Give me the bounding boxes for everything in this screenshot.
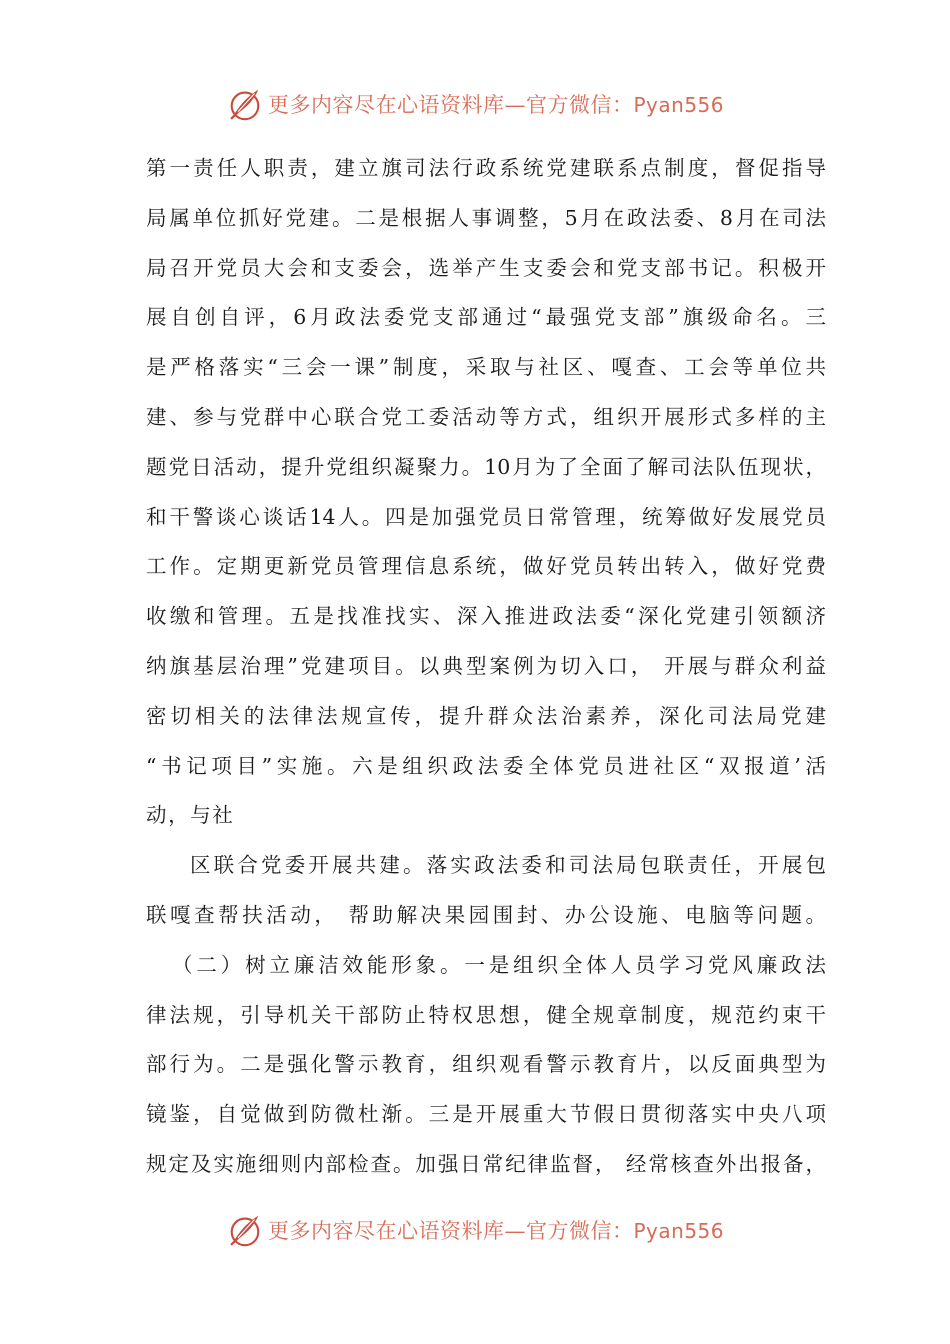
text-line: 第一责任人职责，建立旗司法行政系统党建联系点制度，督促指导 <box>146 156 826 180</box>
text-line: 密切相关的法律法规宣传，提升群众法治素养，深化司法局党建 <box>146 703 826 728</box>
text-line: 工作。定期更新党员管理信息系统，做好党员转出转入，做好党费 <box>146 554 826 579</box>
text-line: 镜鉴，自觉做到防微杜渐。三是开展重大节假日贯彻落实中央八项 <box>146 1102 826 1127</box>
quill-pen-circle-icon <box>226 1211 264 1249</box>
text-line: 联嘎查帮扶活动， 帮助解决果园围封、办公设施、电脑等问题。 <box>146 902 826 927</box>
text-line: “书记项目”实施。六是组织政法委全体党员进社区“双报道’活 <box>146 753 826 778</box>
banner-text <box>268 1215 724 1245</box>
header-banner <box>0 82 950 126</box>
quill-pen-circle-icon <box>226 85 264 123</box>
text-line: 是严格落实“三会一课”制度，采取与社区、嘎查、工会等单位共 <box>146 355 826 380</box>
section-heading-line: （二）树立廉洁效能形象。一是组织全体人员学习党风廉政法 <box>172 952 826 977</box>
text-line: 和干警谈心谈话14人。四是加强党员日常管理，统筹做好发展党员 <box>146 504 826 529</box>
text-line: 局召开党员大会和支委会，选举产生支委会和党支部书记。积极开 <box>146 255 826 280</box>
text-line: 纳旗基层治理”党建项目。以典型案例为切入口， 开展与群众利益 <box>146 653 826 678</box>
banner-label: 更多内容尽在心语资料库—官方微信： <box>267 1219 634 1243</box>
text-line: 收缴和管理。五是找准找实、深入推进政法委“深化党建引领额济 <box>146 604 826 629</box>
text-line: 展自创自评，6月政法委党支部通过“最强党支部”旗级命名。三 <box>146 305 826 330</box>
text-line: 律法规，引导机关干部防止特权思想，健全规章制度，规范约束干 <box>146 1002 826 1027</box>
banner-text <box>268 89 724 119</box>
wechat-id: Pyan556 <box>633 1219 724 1243</box>
text-line: 题党日活动，提升党组织凝聚力。10月为了全面了解司法队伍现状， <box>146 454 826 479</box>
text-line: 区联合党委开展共建。落实政法委和司法局包联责任，开展包 <box>190 853 826 878</box>
footer-banner <box>0 1208 950 1252</box>
wechat-id: Pyan556 <box>633 93 724 117</box>
text-line: 规定及实施细则内部检查。加强日常纪律监督， 经常核查外出报备， <box>146 1151 826 1176</box>
document-body <box>146 144 826 1190</box>
text-line: 局属单位抓好党建。二是根据人事调整，5月在政法委、8月在司法 <box>146 205 826 230</box>
text-line: 动，与社 <box>146 803 235 828</box>
banner-label: 更多内容尽在心语资料库—官方微信： <box>267 93 634 117</box>
text-line: 部行为。二是强化警示教育，组织观看警示教育片，以反面典型为 <box>146 1052 826 1077</box>
text-line: 建、参与党群中心联合党工委活动等方式，组织开展形式多样的主 <box>146 404 826 429</box>
